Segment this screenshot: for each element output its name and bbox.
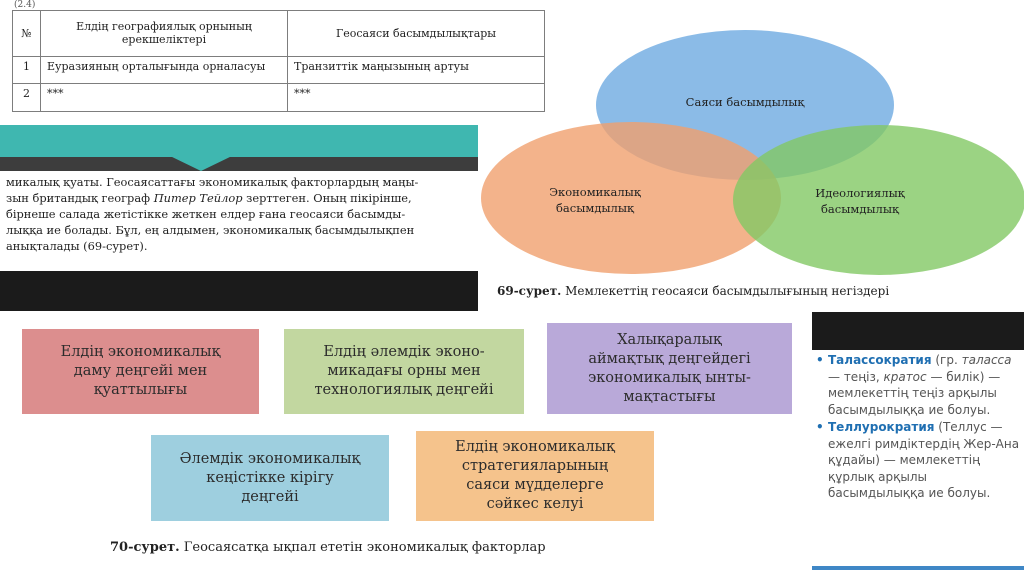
- banner-shadow: [0, 157, 478, 171]
- caption-text: Мемлекеттің геосаяси басымдылығының негіздері: [561, 284, 890, 298]
- box-line: технологиялық деңгейі: [314, 382, 494, 398]
- header-number: №: [13, 11, 41, 57]
- table-cell-number: 2: [13, 84, 41, 112]
- geography-table: [12, 10, 545, 112]
- box-line: деңгейі: [241, 488, 299, 505]
- box-line: сәйкес келуі: [486, 496, 584, 512]
- author-name: Питер Тейлор: [153, 191, 243, 205]
- dark-overlay-bar: [812, 312, 1024, 350]
- caption-text: Геосаясатқа ықпал ететін экономикалық факторлар: [179, 540, 546, 555]
- figure-70-caption: [110, 540, 546, 555]
- header-geographic-features: Елдің географиялық орнының ерекшеліктері: [41, 11, 288, 57]
- factor-box-world-economy: [284, 329, 524, 414]
- definition-text: — теңіз,: [828, 369, 884, 384]
- box-line: кеңістікке кірігу: [206, 469, 334, 486]
- teal-banner: [0, 125, 478, 157]
- venn-label-line: басымдылық: [556, 201, 634, 215]
- definition-tellurocracy: [816, 419, 1022, 502]
- box-line: Елдің әлемдік эконо-: [323, 344, 485, 360]
- definition-text: (гр.: [931, 353, 962, 367]
- text-fragment: зын британдық географ: [6, 191, 154, 205]
- venn-label-political: Саяси басымдылық: [685, 95, 805, 109]
- table-cell-feature: Еуразияның орталығында орналасуы: [41, 56, 288, 84]
- box-line: мақтастығы: [623, 388, 716, 405]
- figure-69-caption: [497, 284, 889, 298]
- definitions-panel: [816, 352, 1022, 503]
- factor-box-development: [22, 329, 259, 414]
- table-cell-priority: ***: [288, 84, 545, 112]
- definition-text: (Теллус — ежелгі римдіктердің Жер-Ана құдайы) — мемлекеттің құрлық арқылы басымдылыққа ие болуы.: [828, 420, 1020, 500]
- venn-label-economic: [525, 184, 665, 216]
- venn-label-ideological: [785, 185, 935, 217]
- box-line: қуаттылығы: [93, 382, 188, 398]
- box-line: даму деңгейі мен: [73, 363, 208, 379]
- text-line: анықталады (69-сурет).: [6, 239, 148, 253]
- table-header-row: [13, 11, 545, 57]
- text-fragment: зерттеген. Оның пікірінше,: [242, 191, 412, 205]
- venn-label-line: Идеологиялық: [815, 186, 905, 200]
- header-geopolitical-priorities: Геосаяси басымдылықтары: [288, 11, 545, 57]
- figure-number: 69-сурет.: [497, 284, 562, 298]
- definition-text: — билік) — мемлекеттің теңіз арқылы басымдылыққа ие болуы.: [828, 369, 1001, 417]
- blue-accent-bar: [812, 566, 1024, 570]
- table-row: [13, 56, 545, 84]
- table-cell-feature: ***: [41, 84, 288, 112]
- figure-number: 70-сурет.: [110, 540, 180, 555]
- factor-box-cooperation: [547, 323, 792, 414]
- box-line: аймақтық деңгейдегі: [588, 350, 751, 367]
- box-line: Халықаралық: [617, 331, 722, 348]
- box-line: стратегияларының: [461, 458, 609, 474]
- table-cell-priority: Транзиттік маңызының артуы: [288, 56, 545, 84]
- venn-label-line: басымдылық: [821, 202, 899, 216]
- table-cell-number: 1: [13, 56, 41, 84]
- definition-text: кратос: [883, 369, 927, 384]
- box-line: экономикалық ынты-: [588, 369, 751, 386]
- banner-chevron: [168, 155, 234, 171]
- term: Теллурократия: [828, 420, 935, 434]
- text-line: [6, 190, 528, 206]
- body-text: [6, 174, 528, 254]
- box-line: Елдің экономикалық: [455, 439, 615, 455]
- box-line: саяси мүдделерге: [466, 477, 604, 493]
- table-row: [13, 84, 545, 112]
- text-line: бірнеше салада жетістікке жеткен елдер ғана геосаяси басымды-: [6, 207, 406, 221]
- box-line: микадағы орны мен: [327, 363, 481, 379]
- text-line: микалық қуаты. Геосаясаттағы экономикалық факторлардың маңы-: [6, 175, 419, 189]
- text-line: лыққа ие болады. Бұл, ең алдымен, экономикалық басымдылықпен: [6, 223, 415, 237]
- term: Талассократия: [828, 353, 932, 367]
- box-line: Елдің экономикалық: [60, 344, 221, 360]
- definition-thalassocracy: [816, 352, 1022, 418]
- top-page-mark: (2.4): [14, 0, 36, 10]
- factor-box-strategy: [416, 431, 654, 521]
- box-line: Әлемдік экономикалық: [179, 450, 361, 467]
- venn-label-line: Экономикалық: [549, 185, 641, 199]
- dark-overlay-bar: [0, 271, 478, 311]
- factor-box-integration: [151, 435, 389, 521]
- definition-text: таласса: [961, 353, 1012, 367]
